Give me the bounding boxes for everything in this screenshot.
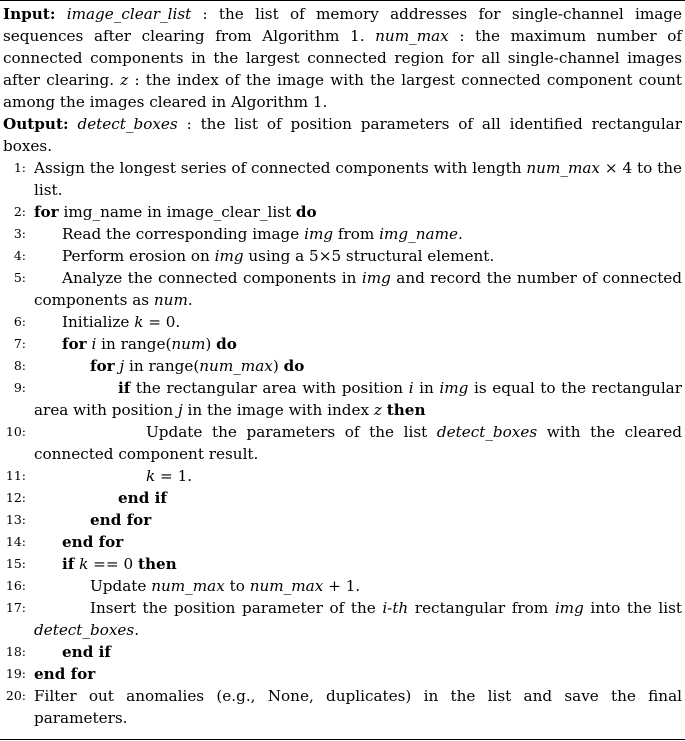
keyword: then — [137, 555, 177, 573]
algorithm-line — [3, 553, 682, 575]
text-run: to — [224, 577, 250, 595]
text-run: from — [333, 225, 380, 243]
line-text — [34, 665, 95, 683]
line-number: 13: — [5, 512, 26, 527]
line-text — [34, 357, 304, 375]
math-term: num_max — [249, 577, 324, 595]
text-run: rectangular from — [408, 599, 555, 617]
keyword: end if — [62, 643, 111, 661]
algorithm-line — [3, 311, 682, 333]
line-number: 16: — [5, 578, 26, 593]
line-text — [34, 555, 177, 573]
algorithm-line — [3, 201, 682, 223]
math-term: z — [120, 71, 129, 89]
keyword: for — [34, 203, 59, 221]
math-term: j — [178, 401, 183, 419]
text-run: Assign the longest series of connected components with length — [34, 159, 527, 177]
keyword: do — [216, 335, 237, 353]
line-text — [34, 379, 682, 419]
keyword: end for — [90, 511, 152, 529]
line-number: 6: — [13, 314, 26, 329]
line-number: 8: — [13, 358, 26, 373]
text-run: ) — [272, 357, 284, 375]
line-number: 5: — [13, 270, 26, 285]
text-run: is equal to the rectangular area with position — [34, 379, 682, 419]
line-text — [34, 533, 123, 551]
line-text — [34, 423, 682, 463]
line-number: 1: — [13, 160, 26, 175]
algorithm-line — [3, 421, 682, 465]
keyword: if — [118, 379, 131, 397]
line-text — [34, 577, 360, 595]
keyword: end for — [34, 665, 96, 683]
line-text — [34, 269, 682, 309]
keyword: do — [283, 357, 305, 375]
text-run: = 1. — [155, 467, 193, 485]
math-term: k — [134, 313, 144, 331]
text-run: and record the number of connected components as — [34, 269, 683, 309]
line-number: 11: — [5, 468, 26, 483]
line-number: 15: — [5, 556, 26, 571]
text-run: : the list of position parameters of all identified rectangular boxes. — [3, 115, 682, 155]
line-number: 10: — [5, 424, 26, 439]
line-text — [34, 203, 317, 221]
keyword: if — [62, 555, 75, 573]
text-run: Read the corresponding image — [62, 225, 305, 243]
text-run: . — [187, 291, 193, 309]
algorithm-line — [3, 487, 682, 509]
text-run: : the list of memory addresses for single-channel image sequences after clearing from Algorithm 1. — [3, 5, 683, 45]
text-run: Update — [90, 577, 152, 595]
top-rule — [0, 0, 685, 1]
algorithm-line — [3, 597, 682, 641]
math-term: image_clear_list — [66, 5, 192, 23]
math-term: j — [119, 357, 125, 375]
math-term: detect_boxes — [436, 423, 538, 441]
text-run: Perform erosion on — [62, 247, 215, 265]
output-label: Output: — [3, 115, 69, 133]
line-number: 2: — [13, 204, 26, 219]
math-term: num_max — [526, 159, 600, 177]
text-run: . — [134, 621, 140, 639]
math-term: img — [304, 225, 334, 243]
input-paragraph — [3, 3, 682, 113]
line-text — [34, 489, 167, 507]
math-term: img — [361, 269, 391, 287]
line-number: 12: — [5, 490, 26, 505]
text-run: Analyze the connected components in — [62, 269, 362, 287]
math-term: img — [214, 247, 244, 265]
math-term: k — [79, 555, 89, 573]
keyword: then — [386, 401, 426, 419]
math-term: detect_boxes — [77, 115, 178, 133]
math-term: img — [439, 379, 469, 397]
input-text — [3, 5, 682, 111]
line-number: 7: — [13, 336, 26, 351]
text-run: the rectangular area with position — [130, 379, 409, 397]
algorithm-line — [3, 355, 682, 377]
math-term: i-th — [382, 599, 409, 617]
text-run: Initialize — [62, 313, 135, 331]
text-run: ) — [205, 335, 217, 353]
text-run: in the image with index — [182, 401, 374, 419]
algorithm-line — [3, 333, 682, 355]
line-text — [34, 467, 192, 485]
algorithm-line — [3, 465, 682, 487]
text-run: in range( — [96, 335, 172, 353]
algorithm-line — [3, 641, 682, 663]
text-run: = 0. — [143, 313, 181, 331]
math-term: img_name — [379, 225, 458, 243]
algorithm-line — [3, 509, 682, 531]
text-run: img_name in image_clear_list — [58, 203, 296, 221]
keyword: for — [90, 357, 115, 375]
text-run: Insert the position parameter of the — [90, 599, 383, 617]
bottom-rule — [0, 739, 685, 740]
line-number: 17: — [5, 600, 26, 615]
output-text — [3, 115, 682, 155]
math-term: num_max — [375, 27, 449, 45]
text-run: using a 5×5 structural element. — [243, 247, 495, 265]
line-number: 14: — [5, 534, 26, 549]
text-run: with the cleared connected component result. — [34, 423, 682, 463]
line-number: 18: — [5, 644, 26, 659]
algorithm-line — [3, 157, 682, 201]
line-number: 4: — [13, 248, 26, 263]
line-text — [34, 225, 463, 243]
math-term: num_max — [199, 357, 273, 375]
line-text — [34, 335, 237, 353]
text-run: in — [413, 379, 440, 397]
text-run: : the maximum number of connected components in the largest connected region for all single-channel images after clearing. — [3, 27, 682, 89]
line-number: 20: — [5, 688, 26, 703]
text-run: . — [457, 225, 463, 243]
text-run: == 0 — [88, 555, 138, 573]
keyword: end if — [118, 489, 167, 507]
math-term: k — [146, 467, 156, 485]
algorithm-line — [3, 377, 682, 421]
text-run: into the list — [583, 599, 683, 617]
math-term: i — [408, 379, 414, 397]
output-paragraph — [3, 113, 682, 157]
math-term: detect_boxes — [34, 621, 135, 639]
algorithm-line — [3, 685, 682, 729]
keyword: for — [62, 335, 87, 353]
text-run: Filter out anomalies (e.g., None, duplicates) in the list and save the final parameters. — [34, 687, 682, 727]
math-term: z — [373, 401, 382, 419]
algorithm-line — [3, 267, 682, 311]
text-run: : the index of the image with the largest connected component count among the images cleared in Algorithm 1. — [3, 71, 682, 111]
line-number: 3: — [13, 226, 26, 241]
line-number: 19: — [5, 666, 26, 681]
math-term: num — [153, 291, 188, 309]
math-term: num — [171, 335, 206, 353]
math-term: num_max — [151, 577, 225, 595]
line-text — [34, 599, 682, 639]
line-text — [34, 687, 682, 727]
input-label: Input: — [3, 5, 56, 23]
line-text — [34, 313, 180, 331]
line-number: 9: — [13, 380, 26, 395]
algorithm-block — [3, 3, 682, 729]
algorithm-line — [3, 245, 682, 267]
keyword: do — [295, 203, 317, 221]
text-run: in range( — [124, 357, 200, 375]
line-text — [34, 247, 494, 265]
algorithm-lines — [3, 157, 682, 729]
algorithm-line — [3, 223, 682, 245]
text-run: + 1. — [323, 577, 361, 595]
algorithm-line — [3, 663, 682, 685]
math-term: img — [554, 599, 584, 617]
algorithm-line — [3, 575, 682, 597]
line-text — [34, 159, 682, 199]
algorithm-line — [3, 531, 682, 553]
line-text — [34, 643, 111, 661]
text-run: Update the parameters of the list — [146, 423, 437, 441]
line-text — [34, 511, 151, 529]
math-term: i — [91, 335, 97, 353]
text-run: × 4 to the list. — [34, 159, 682, 199]
keyword: end for — [62, 533, 124, 551]
